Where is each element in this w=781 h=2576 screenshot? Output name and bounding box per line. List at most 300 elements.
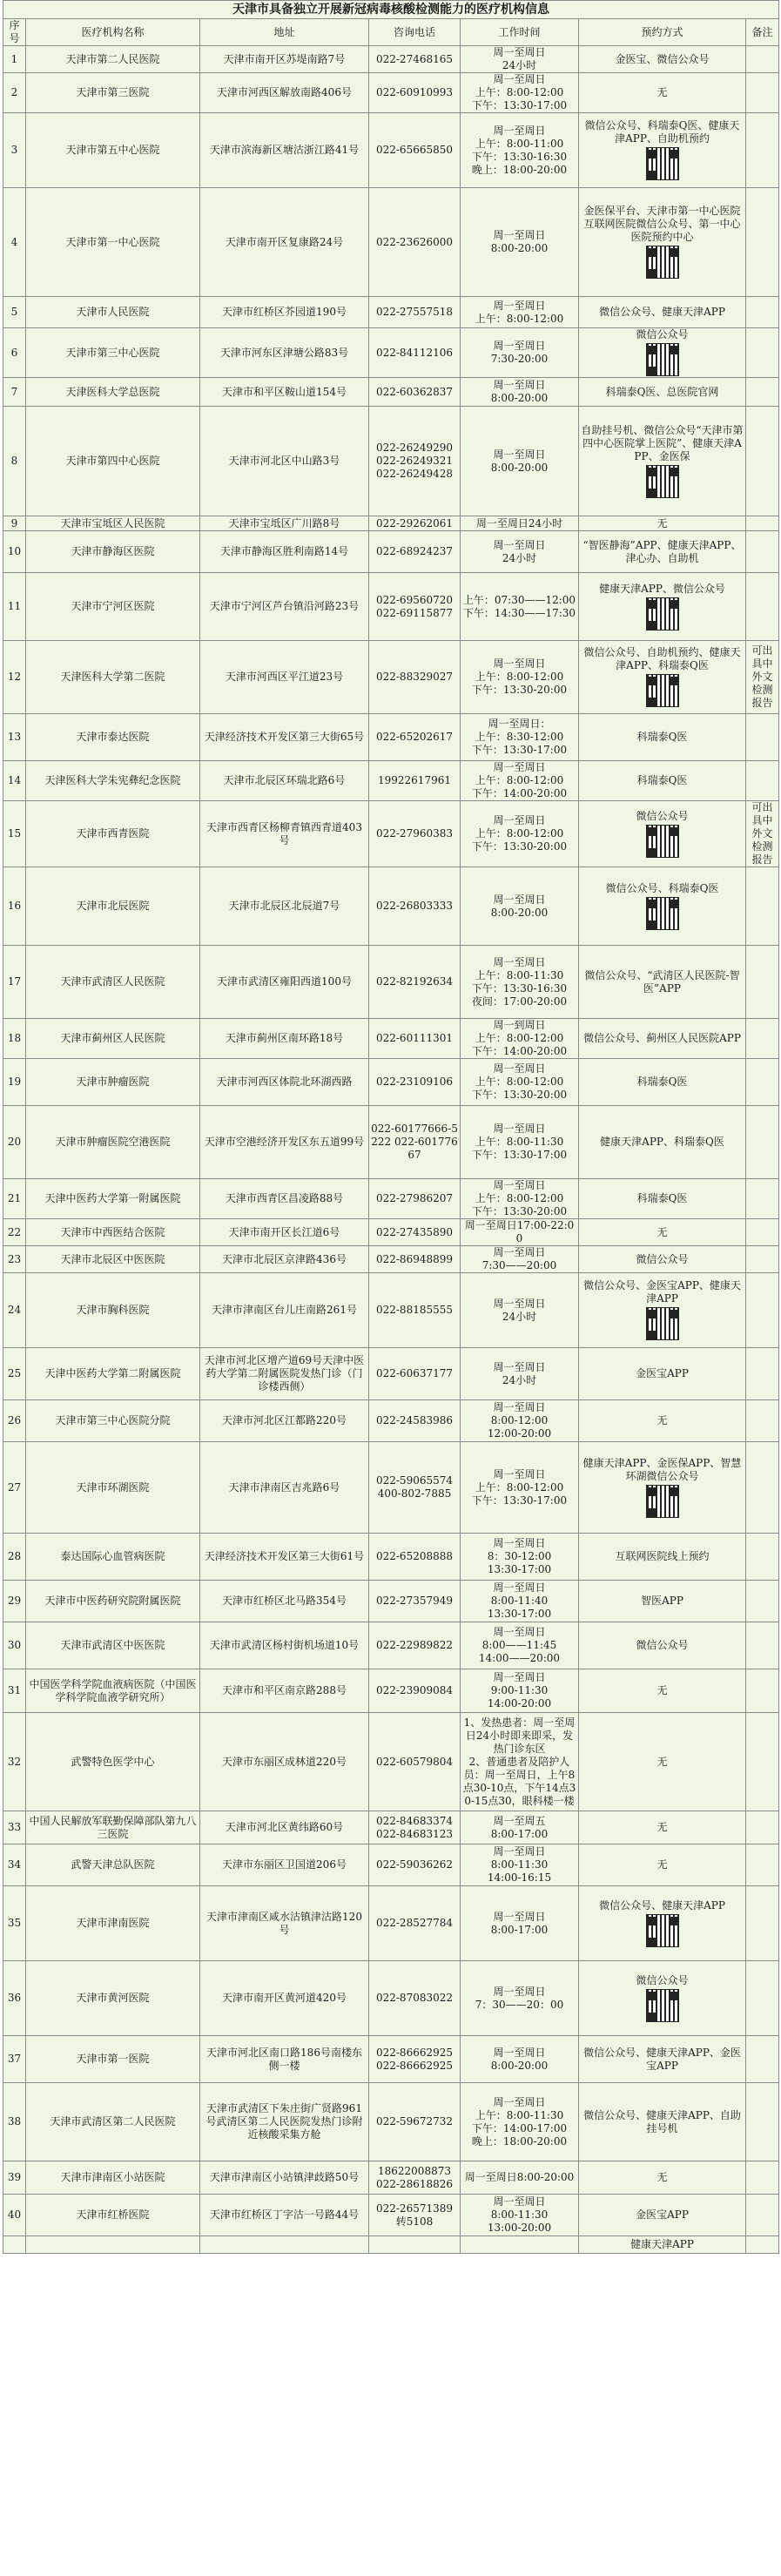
booking-text: 微信公众号、健康天津APP、金医宝APP	[583, 2046, 741, 2072]
booking-text: 金医保平台、天津市第一中心医院互联网医院微信公众号、第一中心医院预约中心	[583, 205, 741, 243]
cell-phone: 022-23626000	[369, 188, 461, 297]
cell-note	[746, 1886, 779, 1961]
table-row	[3, 714, 779, 761]
cell-note	[746, 1844, 779, 1886]
cell-address: 天津市滨海新区塘沽浙江路41号	[200, 113, 369, 188]
table-row	[3, 2036, 779, 2083]
cell-note: 可出具中外文检测报告	[746, 801, 779, 867]
cell-address: 天津市红桥区芥园道190号	[200, 297, 369, 328]
cell-name: 天津市第三中心医院分院	[26, 1400, 200, 1442]
cell-no: 27	[3, 1442, 26, 1534]
qr-code-icon	[646, 1914, 679, 1947]
cell-hours: 周一至周日 7：30——20：00	[461, 1961, 579, 2036]
cell-no: 15	[3, 801, 26, 867]
cell-phone: 022-86948899	[369, 1246, 461, 1273]
qr-code-icon	[646, 147, 679, 180]
cell-no: 25	[3, 1348, 26, 1400]
column-header-no: 序号	[3, 19, 26, 46]
cell-address: 天津市和平区鞍山道154号	[200, 378, 369, 407]
cell-no: 5	[3, 297, 26, 328]
booking-text: 科瑞泰Q医	[636, 1076, 688, 1088]
cell-booking	[579, 1886, 746, 1961]
cell-booking	[579, 407, 746, 516]
cell-address: 天津市河北区南口路186号南楼东侧一楼	[200, 2036, 369, 2083]
table-row	[3, 1400, 779, 1442]
qr-code-icon	[646, 465, 679, 498]
cell-address: 天津市红桥区北马路354号	[200, 1581, 369, 1622]
cell-phone: 022-88329027	[369, 641, 461, 714]
cell-address: 天津市南开区长江道6号	[200, 1219, 369, 1246]
cell-address: 天津市河西区体院北环湖西路	[200, 1059, 369, 1106]
cell-booking	[579, 188, 746, 297]
cell-note	[746, 2195, 779, 2236]
cell-hours: 周一至周日 8:00-17:00	[461, 1886, 579, 1961]
cell-booking	[579, 1219, 746, 1246]
cell-hours: 周一至周日 24小时	[461, 531, 579, 573]
cell-phone: 022-60362837	[369, 378, 461, 407]
cell-no: 32	[3, 1713, 26, 1811]
cell-booking	[579, 801, 746, 867]
booking-text: 微信公众号、科瑞泰Q医、健康天津APP、自助机预约	[584, 119, 740, 145]
cell-no: 3	[3, 113, 26, 188]
cell-name: 天津市第二人民医院	[26, 46, 200, 73]
table-row	[3, 573, 779, 641]
cell-phone: 022-27357949	[369, 1581, 461, 1622]
cell-hours: 周一至周日 上午：8:00-12:00 下午：14:00-20:00	[461, 761, 579, 801]
cell-hours: 周一至周日 8:00-11:40 13:30-17:00	[461, 1581, 579, 1622]
cell-booking	[579, 1622, 746, 1669]
cell-note	[746, 2036, 779, 2083]
cell-name: 天津市武清区中医医院	[26, 1622, 200, 1669]
booking-text: 智医APP	[641, 1595, 683, 1607]
cell-address: 天津市南开区苏堤南路7号	[200, 46, 369, 73]
booking-text: 金医宝、微信公众号	[615, 52, 710, 65]
cell-hours: 周一至周日： 上午：8:30-12:00 下午：13:30-17:00	[461, 714, 579, 761]
cell-booking	[579, 328, 746, 378]
cell-note	[746, 531, 779, 573]
cell-hours: 周一至周日 上午：8:00-12:00 下午：13:30-20:00	[461, 1179, 579, 1219]
cell-booking	[579, 516, 746, 531]
cell-note	[746, 1019, 779, 1059]
cell-name: 天津中医药大学第二附属医院	[26, 1348, 200, 1400]
cell-name: 中国人民解放军联勤保障部队第九八三医院	[26, 1811, 200, 1844]
booking-text: 微信公众号	[636, 328, 689, 341]
table-row	[3, 1534, 779, 1581]
cell-booking	[579, 1059, 746, 1106]
booking-text: 健康天津APP、金医保APP、智慧环湖微信公众号	[582, 1456, 742, 1482]
cell-phone: 022-59672732	[369, 2083, 461, 2161]
cell-booking	[579, 1246, 746, 1273]
cell-booking	[579, 1581, 746, 1622]
cell-note	[746, 1581, 779, 1622]
qr-code-icon	[646, 825, 679, 858]
cell-hours	[461, 2236, 579, 2254]
cell-name: 天津市西青医院	[26, 801, 200, 867]
cell-booking	[579, 2195, 746, 2236]
cell-address: 天津市东丽区卫国道206号	[200, 1844, 369, 1886]
booking-text: 科瑞泰Q医	[636, 731, 688, 743]
booking-text: 科瑞泰Q医、总医院官网	[605, 385, 719, 398]
cell-booking	[579, 531, 746, 573]
cell-hours: 周一至周五 8:00-17:00	[461, 1811, 579, 1844]
cell-address: 天津经济技术开发区第三大街65号	[200, 714, 369, 761]
cell-address: 天津市西青区昌凌路88号	[200, 1179, 369, 1219]
cell-address: 天津市北辰区环瑞北路6号	[200, 761, 369, 801]
cell-phone: 022-26803333	[369, 867, 461, 946]
cell-address: 天津市津南区台儿庄南路261号	[200, 1273, 369, 1348]
table-row	[3, 1273, 779, 1348]
qr-code-icon	[646, 674, 679, 707]
cell-name: 天津市津南区小站医院	[26, 2161, 200, 2195]
cell-hours: 周一至周日8:00-20:00	[461, 2161, 579, 2195]
cell-name: 天津市第一中心医院	[26, 188, 200, 297]
cell-phone: 022-60637177	[369, 1348, 461, 1400]
cell-no: 9	[3, 516, 26, 531]
cell-address: 天津市和平区南京路288号	[200, 1669, 369, 1713]
table-title: 天津市具备独立开展新冠病毒核酸检测能力的医疗机构信息	[3, 0, 779, 18]
cell-note	[746, 1961, 779, 2036]
cell-note	[746, 1348, 779, 1400]
cell-name: 中国医学科学院血液病医院（中国医学科学院血液学研究所）	[26, 1669, 200, 1713]
cell-phone: 022-27468165	[369, 46, 461, 73]
cell-booking	[579, 1669, 746, 1713]
booking-text: 无	[656, 1821, 668, 1833]
cell-note	[746, 2161, 779, 2195]
cell-address: 天津市武清区雍阳西道100号	[200, 946, 369, 1019]
booking-text: 无	[656, 86, 668, 98]
cell-name: 泰达国际心血管病医院	[26, 1534, 200, 1581]
cell-phone: 022-22989822	[369, 1622, 461, 1669]
cell-no: 37	[3, 2036, 26, 2083]
cell-booking	[579, 1534, 746, 1581]
cell-address: 天津市红桥区丁字沽一号路44号	[200, 2195, 369, 2236]
cell-note	[746, 1179, 779, 1219]
cell-address: 天津市东丽区成林道220号	[200, 1713, 369, 1811]
cell-no: 12	[3, 641, 26, 714]
cell-phone: 022-59065574 400-802-7885	[369, 1442, 461, 1534]
table-row	[3, 1669, 779, 1713]
booking-text: 金医宝APP	[636, 2208, 689, 2221]
cell-note	[746, 407, 779, 516]
cell-hours: 周一至周日 8:00-20:00	[461, 867, 579, 946]
cell-name: 天津医科大学总医院	[26, 378, 200, 407]
cell-note	[746, 1273, 779, 1348]
booking-text: 微信公众号、健康天津APP、自助挂号机	[583, 2108, 741, 2134]
qr-code-icon	[646, 1307, 679, 1340]
column-header-note: 备注	[746, 19, 779, 46]
cell-hours: 周一至周日 上午：8:00-12:00 下午：13:30-20:00	[461, 641, 579, 714]
cell-phone: 022-60910993	[369, 73, 461, 113]
cell-address: 天津市南开区黄河道420号	[200, 1961, 369, 2036]
table-row	[3, 297, 779, 328]
booking-text: 微信公众号、“武清区人民医院-智医”APP	[584, 968, 740, 995]
cell-no: 2	[3, 73, 26, 113]
cell-note	[746, 946, 779, 1019]
cell-phone: 022-84683374 022-84683123	[369, 1811, 461, 1844]
table-row	[3, 1844, 779, 1886]
cell-name: 天津市环湖医院	[26, 1442, 200, 1534]
cell-note	[746, 1534, 779, 1581]
cell-hours: 周一至周日 24小时	[461, 46, 579, 73]
cell-booking	[579, 2083, 746, 2161]
booking-text: 微信公众号	[636, 1252, 689, 1265]
cell-note	[746, 1622, 779, 1669]
table-row	[3, 188, 779, 297]
cell-no: 39	[3, 2161, 26, 2195]
cell-name: 天津市北辰区中医医院	[26, 1246, 200, 1273]
cell-no: 17	[3, 946, 26, 1019]
cell-no: 38	[3, 2083, 26, 2161]
cell-name: 天津市泰达医院	[26, 714, 200, 761]
cell-address: 天津市宝坻区广川路8号	[200, 516, 369, 531]
cell-no: 35	[3, 1886, 26, 1961]
table-row	[3, 73, 779, 113]
cell-note	[746, 1811, 779, 1844]
cell-phone: 022-24583986	[369, 1400, 461, 1442]
cell-booking	[579, 2236, 746, 2254]
table-row	[3, 761, 779, 801]
cell-booking	[579, 1442, 746, 1534]
cell-address: 天津市河东区津塘公路83号	[200, 328, 369, 378]
column-header-address: 地址	[200, 19, 369, 46]
cell-phone: 022-65208888	[369, 1534, 461, 1581]
cell-hours: 周一至周日 8:00-11:30 13:00-20:00	[461, 2195, 579, 2236]
cell-note	[746, 2236, 779, 2254]
cell-no: 8	[3, 407, 26, 516]
cell-note	[746, 516, 779, 531]
cell-address: 天津市南开区复康路24号	[200, 188, 369, 297]
column-header-phone: 咨询电话	[369, 19, 461, 46]
cell-hours: 周一至周日 上午：8:00-12:00 下午：13:30-20:00	[461, 801, 579, 867]
cell-phone: 022-86662925 022-86662925	[369, 2036, 461, 2083]
booking-text: 健康天津APP、科瑞泰Q医	[600, 1136, 724, 1148]
cell-no: 33	[3, 1811, 26, 1844]
cell-name: 天津医科大学朱宪彝纪念医院	[26, 761, 200, 801]
booking-text: “智医静海”APP、健康天津APP、津心办、自助机	[582, 538, 742, 564]
table-body	[3, 46, 779, 2254]
cell-booking	[579, 641, 746, 714]
cell-phone: 022-60177666-5222 022-60177667	[369, 1106, 461, 1179]
booking-text: 健康天津APP	[630, 2238, 694, 2250]
booking-text: 微信公众号、科瑞泰Q医	[605, 881, 719, 894]
cell-booking	[579, 1400, 746, 1442]
cell-name: 天津市静海区医院	[26, 531, 200, 573]
booking-text: 无	[656, 2171, 668, 2183]
table-row	[3, 516, 779, 531]
cell-hours: 周一至周日17:00-22:00	[461, 1219, 579, 1246]
cell-booking	[579, 1961, 746, 2036]
table-row	[3, 1106, 779, 1179]
booking-text: 微信公众号、健康天津APP	[599, 306, 725, 318]
cell-booking	[579, 1348, 746, 1400]
cell-name: 天津市第一医院	[26, 2036, 200, 2083]
cell-hours: 周一至周日 上午：8:00-11:00 下午：13:30-16:30 晚上：18:00-20:00	[461, 113, 579, 188]
cell-booking	[579, 113, 746, 188]
cell-hours: 周一至周日 8:00-20:00	[461, 2036, 579, 2083]
cell-name: 天津中医药大学第一附属医院	[26, 1179, 200, 1219]
cell-hours: 周一至周日 上午：8:00-11:30 下午：13:30-16:30 夜间：17:00-20:00	[461, 946, 579, 1019]
cell-phone: 022-27435890	[369, 1219, 461, 1246]
cell-name: 天津市第五中心医院	[26, 113, 200, 188]
header-row	[3, 19, 779, 46]
cell-note	[746, 328, 779, 378]
cell-phone: 022-68924237	[369, 531, 461, 573]
cell-phone: 022-26571389转5108	[369, 2195, 461, 2236]
cell-hours: 周一至周日 上午：8:00-11:30 下午：14:00-17:00 晚上：18:00-20:00	[461, 2083, 579, 2161]
cell-booking	[579, 73, 746, 113]
cell-no: 11	[3, 573, 26, 641]
cell-name: 天津市肿瘤医院	[26, 1059, 200, 1106]
table-row	[3, 2161, 779, 2195]
qr-code-icon	[646, 1485, 679, 1518]
cell-no: 26	[3, 1400, 26, 1442]
cell-no: 31	[3, 1669, 26, 1713]
cell-booking	[579, 297, 746, 328]
qr-code-icon	[646, 343, 679, 376]
column-header-name: 医疗机构名称	[26, 19, 200, 46]
table-row	[3, 328, 779, 378]
cell-phone: 022-27557518	[369, 297, 461, 328]
cell-name: 天津市宝坻区人民医院	[26, 516, 200, 531]
table-row	[3, 2195, 779, 2236]
booking-text: 科瑞泰Q医	[636, 774, 688, 786]
cell-phone: 18622008873 022-28618826	[369, 2161, 461, 2195]
cell-no: 16	[3, 867, 26, 946]
cell-booking	[579, 2036, 746, 2083]
cell-phone: 022-69560720 022-69115877	[369, 573, 461, 641]
cell-booking	[579, 714, 746, 761]
cell-phone	[369, 2236, 461, 2254]
cell-phone: 022-59036262	[369, 1844, 461, 1886]
cell-name: 天津市黄河医院	[26, 1961, 200, 2036]
booking-text: 无	[656, 516, 668, 529]
cell-note	[746, 2083, 779, 2161]
booking-text: 无	[656, 1755, 668, 1768]
cell-note: 可出具中外文检测报告	[746, 641, 779, 714]
table-row	[3, 1713, 779, 1811]
booking-text: 健康天津APP、微信公众号	[599, 582, 725, 595]
booking-text: 无	[656, 1414, 668, 1426]
cell-note	[746, 378, 779, 407]
table-row	[3, 1059, 779, 1106]
cell-booking	[579, 1273, 746, 1348]
booking-text: 微信公众号	[636, 1973, 689, 1986]
cell-no: 40	[3, 2195, 26, 2236]
cell-booking	[579, 1811, 746, 1844]
table-row	[3, 1961, 779, 2036]
cell-no: 20	[3, 1106, 26, 1179]
table-row	[3, 1622, 779, 1669]
qr-code-icon	[646, 246, 679, 279]
cell-booking	[579, 573, 746, 641]
booking-text: 互联网医院线上预约	[615, 1550, 710, 1562]
cell-address: 天津市蓟州区南环路18号	[200, 1019, 369, 1059]
table-row	[3, 531, 779, 573]
cell-hours: 上午：07:30——12:00 下午：14:30——17:30	[461, 573, 579, 641]
table-row	[3, 1886, 779, 1961]
cell-no: 28	[3, 1534, 26, 1581]
cell-address: 天津市河北区中山路3号	[200, 407, 369, 516]
cell-address: 天津市宁河区芦台镇沿河路23号	[200, 573, 369, 641]
cell-name: 天津市中医药研究院附属医院	[26, 1581, 200, 1622]
cell-booking	[579, 46, 746, 73]
cell-phone: 022-60579804	[369, 1713, 461, 1811]
cell-address: 天津市空港经济开发区东五道99号	[200, 1106, 369, 1179]
cell-booking	[579, 1179, 746, 1219]
cell-no: 29	[3, 1581, 26, 1622]
table-row	[3, 46, 779, 73]
cell-no: 14	[3, 761, 26, 801]
cell-address: 天津市河北区黄纬路60号	[200, 1811, 369, 1844]
cell-note	[746, 1059, 779, 1106]
cell-address: 天津市河北区增产道69号天津中医药大学第二附属医院发热门诊（门诊楼西侧）	[200, 1348, 369, 1400]
cell-address: 天津市北辰区北辰道7号	[200, 867, 369, 946]
cell-hours: 周一至周日 上午：8:00-11:30 下午：13:30-17:00	[461, 1106, 579, 1179]
cell-note	[746, 73, 779, 113]
cell-hours: 周一至周日 8:00-20:00	[461, 188, 579, 297]
booking-text: 无	[656, 1858, 668, 1871]
booking-text: 无	[656, 1684, 668, 1696]
cell-no: 7	[3, 378, 26, 407]
cell-note	[746, 714, 779, 761]
booking-text: 微信公众号	[636, 1639, 689, 1651]
cell-no: 4	[3, 188, 26, 297]
cell-no: 10	[3, 531, 26, 573]
cell-booking	[579, 1713, 746, 1811]
cell-address: 天津市静海区胜利南路14号	[200, 531, 369, 573]
booking-text: 微信公众号、健康天津APP	[599, 1898, 725, 1912]
cell-no: 21	[3, 1179, 26, 1219]
cell-note	[746, 573, 779, 641]
cell-name: 天津市北辰医院	[26, 867, 200, 946]
table-row	[3, 1442, 779, 1534]
booking-text: 微信公众号、蓟州区人民医院APP	[583, 1032, 741, 1044]
booking-text: 微信公众号、自助机预约、健康天津APP、科瑞泰Q医	[583, 646, 741, 671]
cell-booking	[579, 761, 746, 801]
cell-no: 30	[3, 1622, 26, 1669]
cell-booking	[579, 946, 746, 1019]
cell-hours: 周一至周日 24小时	[461, 1273, 579, 1348]
cell-phone: 022-27960383	[369, 801, 461, 867]
cell-phone: 19922617961	[369, 761, 461, 801]
cell-hours: 周一至周日 7:30——20:00	[461, 1246, 579, 1273]
cell-phone: 022-23909084	[369, 1669, 461, 1713]
table-row	[3, 1019, 779, 1059]
cell-booking	[579, 1844, 746, 1886]
cell-name: 天津医科大学第二医院	[26, 641, 200, 714]
cell-hours: 周一至周日 8:00-12:00 12:00-20:00	[461, 1400, 579, 1442]
column-header-booking: 预约方式	[579, 19, 746, 46]
table-row	[3, 946, 779, 1019]
cell-hours: 周一到周日 上午：8:00-12:00 下午：14:00-20:00	[461, 1019, 579, 1059]
cell-name: 天津市宁河区医院	[26, 573, 200, 641]
cell-note	[746, 297, 779, 328]
cell-name	[26, 2236, 200, 2254]
booking-text: 科瑞泰Q医	[636, 1192, 688, 1204]
table-row	[3, 113, 779, 188]
cell-no: 18	[3, 1019, 26, 1059]
booking-text: 无	[656, 1225, 668, 1238]
cell-address	[200, 2236, 369, 2254]
table-row	[3, 1219, 779, 1246]
cell-phone: 022-23109106	[369, 1059, 461, 1106]
cell-name: 天津市第四中心医院	[26, 407, 200, 516]
cell-note	[746, 1400, 779, 1442]
cell-address: 天津市武清区下朱庄街广贤路961号武清区第二人民医院发热门诊附近核酸采集方舱	[200, 2083, 369, 2161]
cell-booking	[579, 2161, 746, 2195]
cell-address: 天津市津南区小站镇津歧路50号	[200, 2161, 369, 2195]
cell-no: 6	[3, 328, 26, 378]
